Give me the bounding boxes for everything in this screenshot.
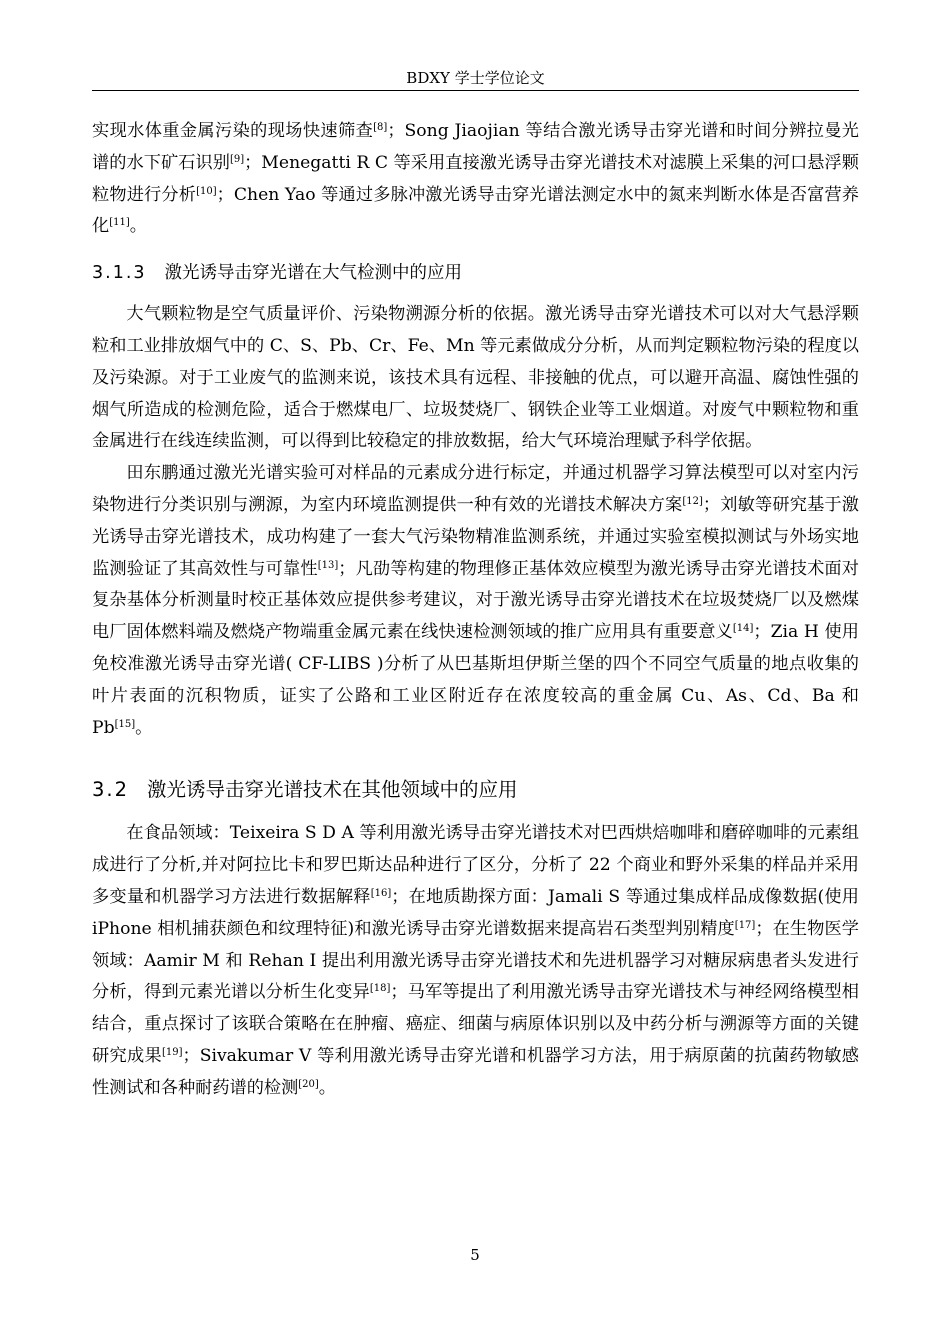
citation-ref: [10] bbox=[196, 185, 217, 197]
paragraph bbox=[92, 116, 859, 243]
text-run: ；Zia H 使用免校准激光诱导击穿光谱( CF-LIBS )分析了从巴基斯坦伊斯兰堡的四个不同空气质量的地点收集的叶片表面的沉积物质，证实了公路和工业区附近存在浓度较高的重金属 Cu、As、Cd、Ba 和 Pb bbox=[92, 622, 859, 738]
heading-title: 激光诱导击穿光谱在大气检测中的应用 bbox=[164, 263, 463, 284]
paragraph bbox=[92, 458, 859, 744]
citation-ref: [18] bbox=[369, 983, 391, 995]
header-rule bbox=[92, 90, 859, 91]
citation-ref: [17] bbox=[734, 919, 756, 931]
text-run: 在食品领域：Teixeira S D A 等利用激光诱导击穿光谱技术对巴西烘焙咖啡和磨碎咖啡的元素组成进行了分析,并对阿拉比卡和罗巴斯达品种进行了区分，分析了 22 个商业和野外采集的样品并采用多变量和机器学习方法进行数据解释 bbox=[92, 823, 859, 907]
text-run: ；Song Jiaojian 等结合激光诱导击穿光谱和时间分辨拉曼光谱的水下矿石识别 bbox=[92, 121, 859, 173]
subsection-heading bbox=[92, 260, 859, 286]
text-run: ；马军等提出了利用激光诱导击穿光谱技术与神经网络模型相结合，重点探讨了该联合策略在在肿瘤、癌症、细菌与病原体识别以及中药分析与溯源等方面的关键研究成果 bbox=[92, 982, 859, 1066]
page-number: 5 bbox=[470, 1246, 480, 1264]
citation-ref: [11] bbox=[109, 217, 130, 229]
paragraph bbox=[92, 818, 859, 1104]
page-header: BDXY 学士学位论文 bbox=[406, 69, 545, 87]
citation-ref: [20] bbox=[298, 1078, 319, 1090]
citation-ref: [15] bbox=[114, 718, 136, 730]
text-run: ；Sivakumar V 等利用激光诱导击穿光谱和机器学习方法，用于病原菌的抗菌药物敏感性测试和各种耐药谱的检测 bbox=[92, 1045, 859, 1098]
text-run: ；Chen Yao 等通过多脉冲激光诱导击穿光谱法测定水中的氮来判断水体是否富营养化 bbox=[92, 184, 859, 237]
citation-ref: [13] bbox=[317, 559, 339, 571]
text-run: 。 bbox=[129, 216, 147, 237]
citation-ref: [14] bbox=[732, 623, 754, 635]
text-run: 。 bbox=[318, 1077, 336, 1098]
citation-ref: [16] bbox=[370, 887, 392, 899]
citation-ref: [12] bbox=[682, 495, 703, 507]
text-run: 。 bbox=[135, 717, 153, 738]
paragraph bbox=[92, 299, 859, 458]
document-body bbox=[92, 116, 859, 1105]
heading-number: 3.2 bbox=[92, 778, 130, 802]
text-run: 大气颗粒物是空气质量评价、污染物溯源分析的依据。激光诱导击穿光谱技术可以对大气悬浮颗粒和工业排放烟气中的 C、S、Pb、Cr、Fe、Mn 等元素做成分分析，从而判定颗粒物污染的程度以及污染源。对于工业废气的监测来说，该技术具有远程、非接触的优点，可以避开高温、腐蚀性强的烟气所造成的检测危险，适合于燃煤电厂、垃圾焚烧厂、钢铁企业等工业烟道。对废气中颗粒物和重金属进行在线连续监测，可以得到比较稳定的排放数据，给大气环境治理赋予科学依据。 bbox=[92, 304, 859, 452]
text-run: ；在生物医学领域：Aamir M 和 Rehan I 提出利用激光诱导击穿光谱技术和先进机器学习对糖尿病患者头发进行分析，得到元素光谱以分析生化变异 bbox=[92, 918, 859, 1003]
citation-ref: [9] bbox=[229, 153, 245, 165]
text-run: 田东鹏通过激光光谱实验可对样品的元素成分进行标定，并通过机器学习算法模型可以对室内污染物进行分类识别与溯源，为室内环境监测提供一种有效的光谱技术解决方案 bbox=[92, 463, 859, 515]
text-run: ；Menegatti R C 等采用直接激光诱导击穿光谱技术对滤膜上采集的河口悬浮颗粒物进行分析 bbox=[92, 152, 859, 205]
citation-ref: [19] bbox=[161, 1046, 183, 1058]
text-run: 实现水体重金属污染的现场快速筛查 bbox=[92, 121, 374, 141]
section-heading bbox=[92, 776, 859, 804]
heading-number: 3.1.3 bbox=[92, 263, 147, 284]
citation-ref: [8] bbox=[373, 122, 388, 133]
text-run: ；刘敏等研究基于激光诱导击穿光谱技术，成功构建了一套大气污染物精准监测系统，并通过实验室模拟测试与外场实地监测验证了其高效性与可靠性 bbox=[92, 494, 859, 579]
text-run: ；凡劭等构建的物理修正基体效应模型为激光诱导击穿光谱技术面对复杂基体分析测量时校正基体效应提供参考建议，对于激光诱导击穿光谱技术在垃圾焚烧厂以及燃煤电厂固体燃料端及燃烧产物端重金属元素在线快速检测领域的推广应用具有重要意义 bbox=[92, 558, 859, 643]
text-run: ；在地质勘探方面：Jamali S 等通过集成样品成像数据(使用 iPhone 相机捕获颜色和纹理特征)和激光诱导击穿光谱数据来提高岩石类型判别精度 bbox=[92, 886, 859, 939]
heading-title: 激光诱导击穿光谱技术在其他领域中的应用 bbox=[147, 778, 518, 802]
